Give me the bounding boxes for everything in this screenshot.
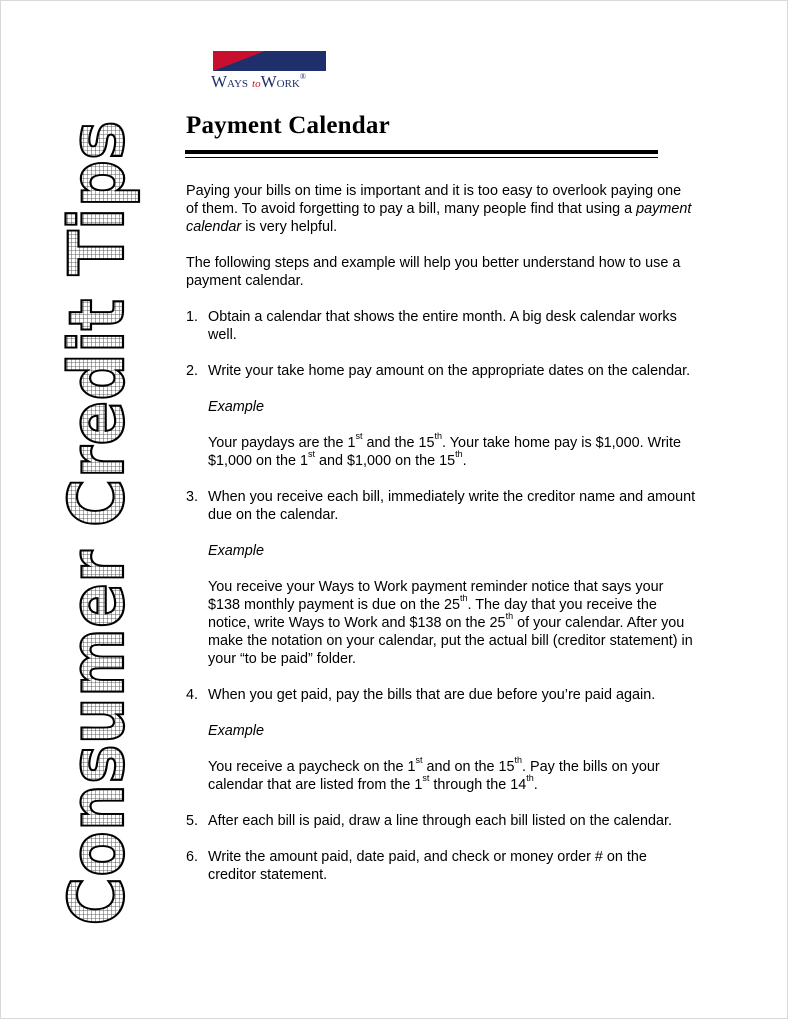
logo-flag: [213, 51, 326, 71]
title-rule-thick: [185, 150, 658, 154]
example-label: Example: [208, 543, 264, 559]
page-title: Payment Calendar: [186, 112, 390, 139]
sidebar-title-text: Consumer Credit Tips: [52, 3, 141, 926]
example-text: You receive your Ways to Work payment reminder notice that says your $138 monthly payment is due on the 25th. The day that you receive the notice, write Ways to Work and $138 on the 25th of your calendar. After you make the notation on your calendar, put the actual bill (creditor statement) in your “to be paid” folder.: [208, 579, 693, 667]
intro-paragraph-1: Paying your bills on time is important and it is too easy to overlook paying one of them. To avoid forgetting to pay a bill, many people find that using a payment calendar is very helpful.: [186, 183, 692, 235]
step-5: 5. After each bill is paid, draw a line through each bill listed on the calendar.: [186, 813, 672, 829]
example-label: Example: [208, 723, 264, 739]
body-content: [186, 182, 696, 902]
example-label: Example: [208, 399, 264, 415]
step-2: 2. Write your take home pay amount on the appropriate dates on the calendar. Example Your paydays are the 1st and the 15th. Your take home pay is $1,000. Write $1,000 on the 1st and $1,000 on the 15th.: [186, 362, 696, 470]
steps-list: [186, 308, 696, 884]
intro-paragraph-2: The following steps and example will help you better understand how to use a payment calendar.: [186, 255, 681, 289]
step-4: 4. When you get paid, pay the bills that are due before you’re paid again. Example You receive a paycheck on the 1st and on the 15th. Pay the bills on your calendar that are listed from the 1st through the 14th.: [186, 686, 696, 794]
sidebar-vertical-title: [52, 3, 141, 928]
example-text: Your paydays are the 1st and the 15th. Your take home pay is $1,000. Write $1,000 on the 1st and $1,000 on the 15th.: [208, 431, 681, 469]
step-6: 6. Write the amount paid, date paid, and check or money order # on the creditor statement.: [186, 849, 647, 883]
step-3: 3. When you receive each bill, immediately write the creditor name and amount due on the calendar. Example You receive your Ways to Work payment reminder notice that says your $138 monthly payment is due on the 25th. The day that you receive the notice, write Ways to Work and $138 on the 25th of your calendar. After you make the notation on your calendar, put the actual bill (creditor statement) in your “to be paid” folder.: [186, 489, 696, 667]
logo-text: WAYS toWORK®: [211, 72, 306, 91]
step-1: 1. Obtain a calendar that shows the entire month. A big desk calendar works well.: [186, 309, 677, 343]
example-text: You receive a paycheck on the 1st and on the 15th. Pay the bills on your calendar that are listed from the 1st through the 14th.: [208, 755, 660, 793]
title-rule-thin: [185, 157, 658, 158]
ways-to-work-logo: [211, 51, 331, 93]
